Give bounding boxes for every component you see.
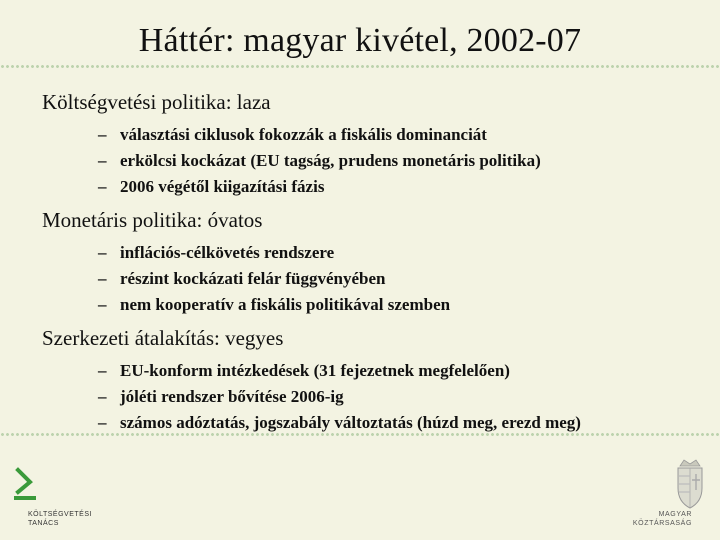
bullet-text: választási ciklusok fokozzák a fiskális dominanciát [120, 125, 487, 144]
bullet-list [98, 240, 702, 318]
section-heading: Költségvetési politika: laza [42, 90, 271, 114]
bullet-item [98, 292, 702, 318]
bullet-text: jóléti rendszer bővítése 2006-ig [120, 387, 344, 406]
dash-icon: – [98, 125, 107, 144]
bottom-decorative-line [0, 432, 720, 442]
bullet-item [98, 122, 702, 148]
dash-icon: – [98, 387, 107, 406]
dash-icon: – [98, 269, 107, 288]
bullet-list [98, 358, 702, 436]
logo-text-line: TANÁCS [28, 520, 59, 527]
section-structural-reform [42, 326, 702, 436]
bullet-text: EU-konform intézkedések (31 fejezetnek megfelelően) [120, 361, 510, 380]
hungarian-coat-of-arms-icon [670, 458, 710, 510]
section-heading: Szerkezeti átalakítás: vegyes [42, 326, 284, 350]
bullet-item [98, 174, 702, 200]
fiscal-council-logo-icon [10, 466, 40, 506]
bullet-text: 2006 végétől kiigazítási fázis [120, 177, 325, 196]
dash-icon: – [98, 177, 107, 196]
logo-text-line: KÖLTSÉGVETÉSI [28, 511, 92, 518]
dash-icon: – [98, 243, 107, 262]
section-fiscal-policy [42, 90, 702, 200]
dash-icon: – [98, 361, 107, 380]
dash-icon: – [98, 151, 107, 170]
slide-content [42, 90, 702, 444]
bullet-item [98, 384, 702, 410]
bullet-item [98, 148, 702, 174]
logo-text-line: KÖZTÁRSASÁG [632, 520, 692, 527]
bullet-item [98, 358, 702, 384]
dash-icon: – [98, 413, 107, 432]
bullet-item [98, 266, 702, 292]
bullet-list [98, 122, 702, 200]
hungarian-republic-logo [626, 458, 716, 538]
fiscal-council-logo [10, 466, 100, 536]
bullet-text: számos adóztatás, jogszabály változtatás (húzd meg, erezd meg) [120, 413, 581, 432]
dash-icon: – [98, 295, 107, 314]
bullet-text: inflációs-célkövetés rendszere [120, 243, 335, 262]
bullet-text: erkölcsi kockázat (EU tagság, prudens monetáris politika) [120, 151, 541, 170]
bullet-text: nem kooperatív a fiskális politikával szemben [120, 295, 451, 314]
fiscal-council-logo-text [28, 510, 92, 528]
section-heading: Monetáris politika: óvatos [42, 208, 263, 232]
bullet-text: részint kockázati felár függvényében [120, 269, 386, 288]
hungarian-republic-logo-text [626, 510, 692, 528]
section-monetary-policy [42, 208, 702, 318]
logo-text-line: MAGYAR [658, 511, 692, 518]
slide-title: Háttér: magyar kivétel, 2002-07 [138, 22, 582, 59]
bullet-item [98, 240, 702, 266]
top-decorative-line [0, 64, 720, 74]
